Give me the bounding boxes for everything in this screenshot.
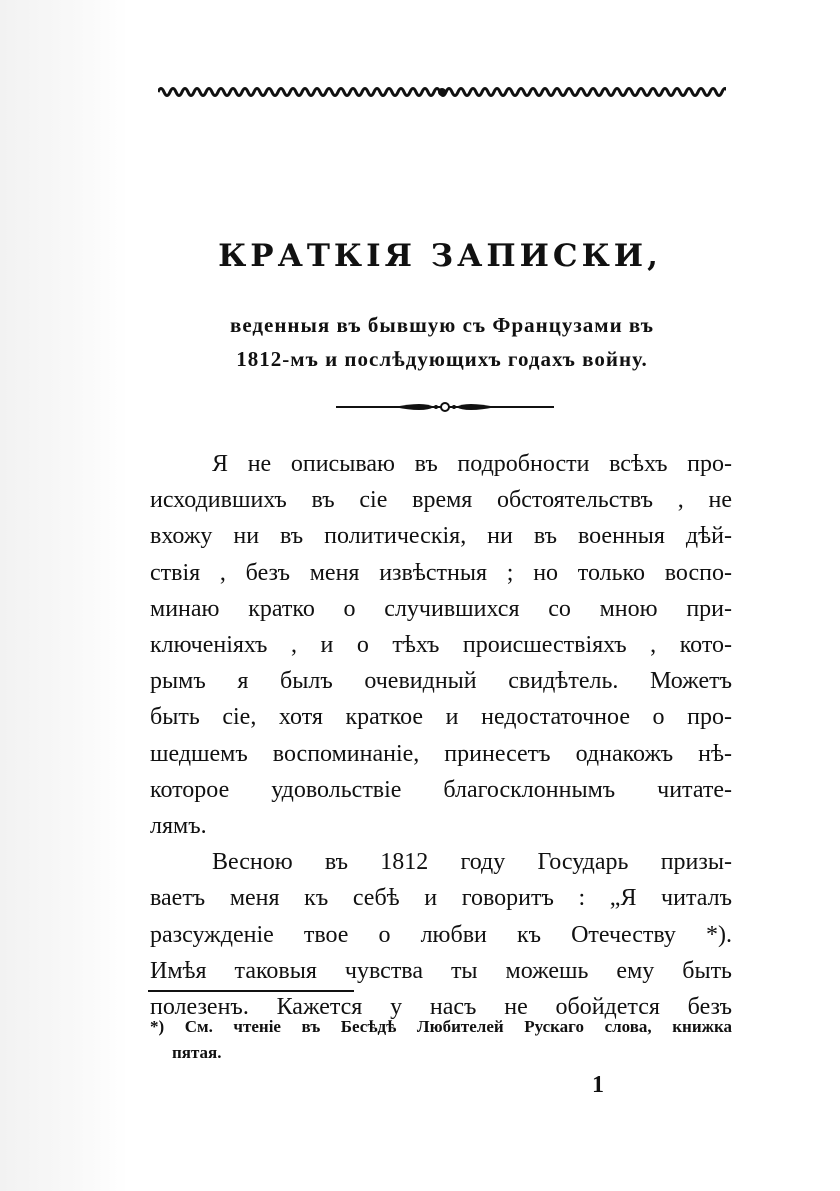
text-line: лямъ. bbox=[150, 813, 207, 840]
text-line: разсужденіе твое о любви къ Отечеству *). bbox=[150, 921, 732, 948]
subtitle-line: 1812-мъ и послѣдующихъ годахъ войну. bbox=[236, 347, 648, 371]
top-ornament-icon bbox=[158, 82, 726, 102]
main-text bbox=[150, 446, 732, 1025]
divider-ornament-icon bbox=[334, 398, 556, 416]
text-line: шедшемъ воспоминаніе, принесетъ однакожъ нѣ- bbox=[150, 740, 732, 767]
page-subtitle bbox=[140, 308, 744, 376]
text-line: ключеніяхъ , и о тѣхъ происшествіяхъ , кото- bbox=[150, 632, 732, 659]
text-line: минаю кратко о случившихся со мною при- bbox=[150, 595, 732, 622]
footnote-divider bbox=[148, 990, 354, 992]
text-line: исходившихъ въ сіе время обстоятельствъ , не bbox=[150, 487, 732, 514]
text-line: быть сіе, хотя краткое и недостаточное о про- bbox=[150, 704, 732, 731]
text-line: полезенъ. Кажется у насъ не обойдется безъ bbox=[150, 994, 732, 1021]
text-line: ствія , безъ меня извѣстныя ; но только воспо- bbox=[150, 559, 732, 586]
text-line: которое удовольствіе благосклоннымъ читате- bbox=[150, 776, 732, 803]
text-line: вхожу ни въ политическія, ни въ военныя дѣй- bbox=[150, 523, 732, 550]
text-line: Я не описываю въ подробности всѣхъ про- bbox=[212, 451, 732, 477]
text-line: ваетъ меня къ себѣ и говоритъ : „Я читалъ bbox=[150, 885, 732, 912]
text-line: рымъ я былъ очевидный свидѣтель. Можетъ bbox=[150, 668, 732, 695]
subtitle-line: веденныя въ бывшую съ Французами въ bbox=[230, 313, 654, 337]
page-title: КРАТКІЯ ЗАПИСКИ, bbox=[218, 238, 662, 274]
text-line: Имѣя таковыя чувства ты можешь ему быть bbox=[150, 957, 732, 984]
footnote-line: пятая. bbox=[172, 1043, 222, 1062]
page-margin-shading bbox=[0, 0, 128, 1191]
footnote bbox=[150, 1014, 732, 1066]
page-number: 1 bbox=[592, 1072, 604, 1098]
footnote-line: *) См. чтеніе въ Бесѣдѣ Любителей Рускаго слова, книжка bbox=[150, 1017, 732, 1036]
text-line: Весною въ 1812 году Государь призы- bbox=[212, 849, 732, 876]
